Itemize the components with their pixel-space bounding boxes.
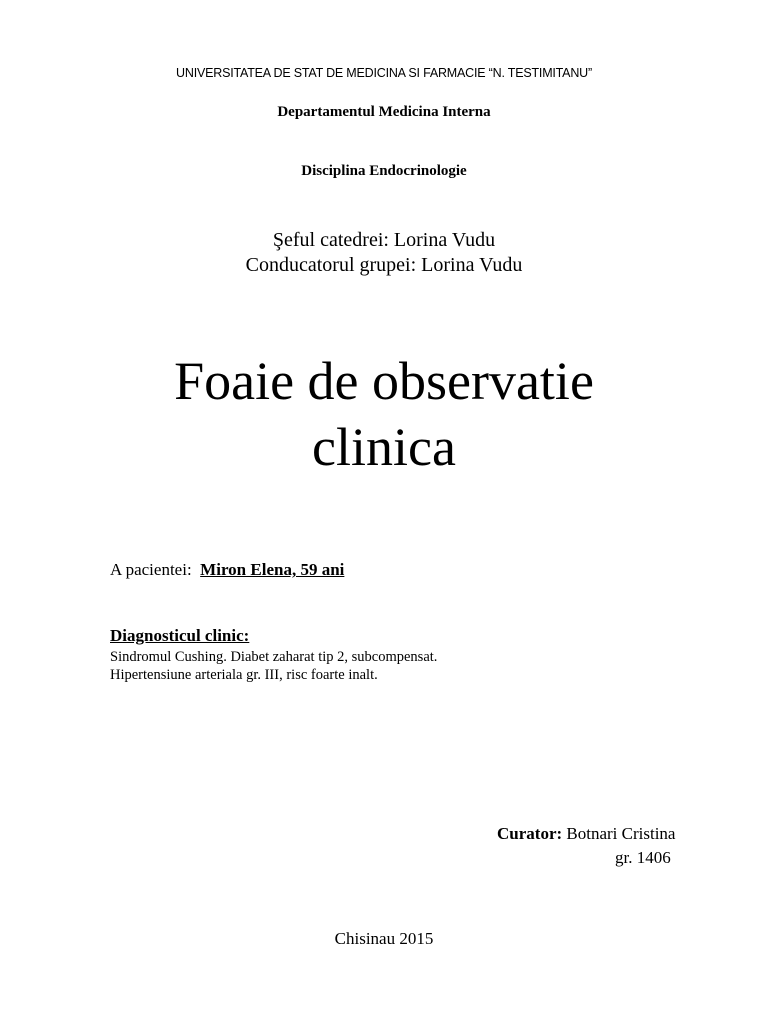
- document-title-line-1: Foaie de observatie: [174, 351, 594, 411]
- curator-group: gr. 1406: [615, 848, 671, 867]
- patient-label: A pacientei:: [110, 560, 192, 579]
- group-leader: Conducatorul grupei: Lorina Vudu: [245, 254, 523, 276]
- diagnosis-line: Sindromul Cushing. Diabet zaharat tip 2, subcompensat.: [110, 649, 438, 665]
- document-title-line-2: clinica: [312, 417, 456, 477]
- curator-label: Curator:: [497, 824, 563, 843]
- head-of-chair: Şeful catedrei: Lorina Vudu: [272, 229, 496, 251]
- university-name: UNIVERSITATEA DE STAT DE MEDICINA SI FARMACIE “N. TESTIMITANU”: [176, 66, 592, 80]
- footer-place-year: Chisinau 2015: [334, 929, 434, 948]
- discipline-name: Disciplina Endocrinologie: [301, 163, 467, 179]
- patient-line: [110, 560, 344, 580]
- curator-name: Botnari Cristina: [566, 824, 676, 843]
- department-name: Departamentul Medicina Interna: [277, 104, 491, 120]
- diagnosis-line: Hipertensiune arteriala gr. III, risc foarte inalt.: [110, 667, 378, 683]
- diagnosis-heading: Diagnosticul clinic:: [110, 626, 250, 645]
- curator-line: [497, 824, 675, 844]
- patient-name: Miron Elena, 59 ani: [200, 560, 345, 579]
